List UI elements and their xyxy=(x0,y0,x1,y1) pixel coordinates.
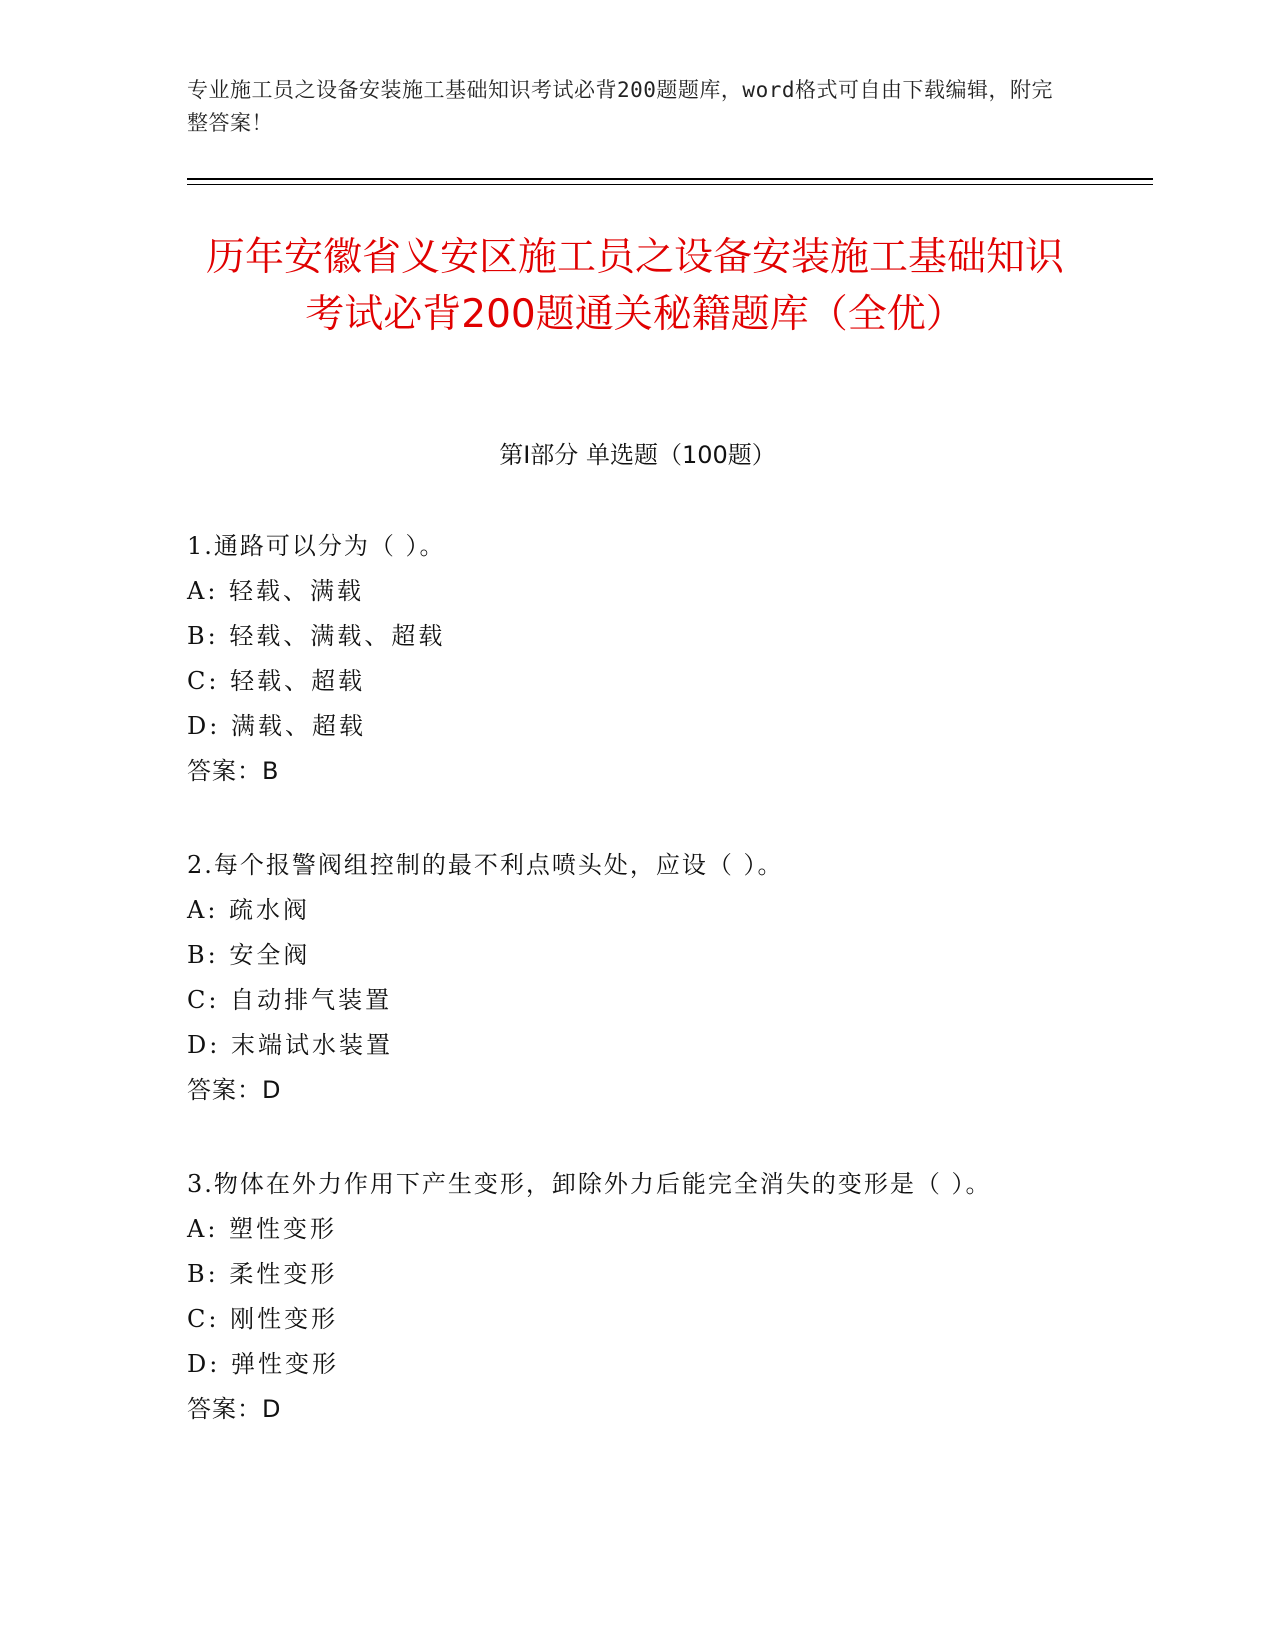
document-title: 历年安徽省义安区施工员之设备安装施工基础知识考试必背200题通关秘籍题库（全优） xyxy=(205,235,1064,337)
header-note: 专业施工员之设备安装施工基础知识考试必背200题题库，word格式可自由下载编辑，附完整答案！ xyxy=(187,78,1053,135)
question-stem: 3.物体在外力作用下产生变形，卸除外力后能完全消失的变形是（ ）。 xyxy=(187,1170,992,1198)
header-rule-thin xyxy=(187,184,1153,185)
option-c: C: 轻载、超载 xyxy=(187,667,366,695)
option-d: D: 末端试水装置 xyxy=(187,1031,393,1059)
option-c: C: 自动排气装置 xyxy=(187,986,393,1014)
question-block xyxy=(187,843,1087,1113)
question-stem: 2.每个报警阀组控制的最不利点喷头处，应设（ ）。 xyxy=(187,851,784,879)
question-block xyxy=(187,524,1087,794)
option-b: B: 轻载、满载、超载 xyxy=(187,622,446,650)
question-block xyxy=(187,1162,1087,1432)
option-b: B: 柔性变形 xyxy=(187,1260,338,1288)
section-heading: 第I部分 单选题（100题） xyxy=(499,441,776,469)
option-c: C: 刚性变形 xyxy=(187,1305,339,1333)
option-d: D: 弹性变形 xyxy=(187,1350,339,1378)
option-d: D: 满载、超载 xyxy=(187,712,366,740)
option-a: A: 塑性变形 xyxy=(187,1215,338,1243)
answer: 答案：B xyxy=(187,757,280,785)
header-rule-thick xyxy=(187,178,1153,180)
question-stem: 1.通路可以分为（ ）。 xyxy=(187,532,446,560)
option-a: A: 轻载、满载 xyxy=(187,577,365,605)
answer: 答案：D xyxy=(187,1076,282,1104)
option-b: B: 安全阀 xyxy=(187,941,311,969)
option-a: A: 疏水阀 xyxy=(187,896,311,924)
answer: 答案：D xyxy=(187,1395,282,1423)
